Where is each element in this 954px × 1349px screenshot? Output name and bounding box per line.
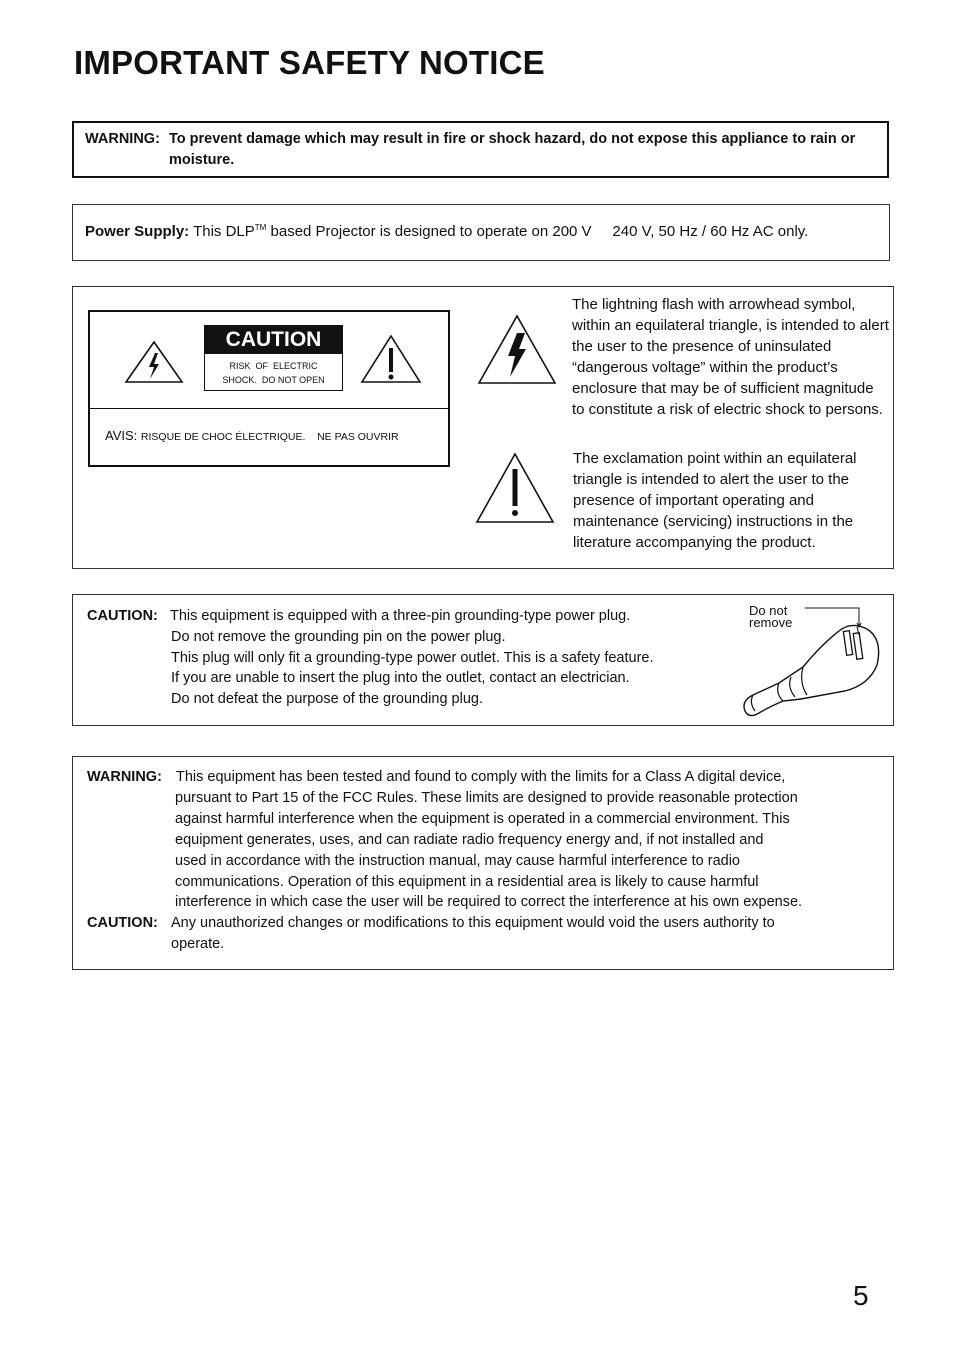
power-supply-text-post: based Projector is designed to operate on 200 V 240 V, 50 Hz / 60 Hz AC only. <box>270 223 809 240</box>
power-supply-line <box>85 223 808 240</box>
plug-caution-label: CAUTION: <box>87 608 158 624</box>
fcc-warning-label: WARNING: <box>87 769 162 785</box>
exclamation-triangle-icon <box>360 334 422 384</box>
page-number: 5 <box>853 1280 869 1311</box>
page-title: IMPORTANT SAFETY NOTICE <box>74 44 545 81</box>
warning-label: WARNING: <box>85 131 160 147</box>
fcc-caution-line-1: Any unauthorized changes or modifications to this equipment would void the users authority to <box>171 915 775 931</box>
plug-line-4: If you are unable to insert the plug into the outlet, contact an electrician. <box>171 670 630 686</box>
lightning-triangle-icon <box>124 340 184 384</box>
exclamation-symbol-icon <box>475 451 555 525</box>
fcc-warning-line-6: communications. Operation of this equipment in a residential area is likely to cause harmful <box>175 874 759 890</box>
caution-subtitle <box>205 359 342 387</box>
plug-line-1: This equipment is equipped with a three-pin grounding-type power plug. <box>170 608 631 624</box>
plug-label-line-2: remove <box>749 615 793 630</box>
plug-line-3: This plug will only fit a grounding-type power outlet. This is a safety feature. <box>171 650 654 666</box>
plug-line-2: Do not remove the grounding pin on the power plug. <box>171 629 506 645</box>
power-supply-box <box>72 204 890 261</box>
trademark: TM <box>254 223 267 232</box>
caution-sub-line-2: SHOCK. DO NOT OPEN <box>222 375 325 385</box>
power-supply-label: Power Supply: <box>85 223 190 240</box>
exclamation-description: The exclamation point within an equilateral triangle is intended to alert the user to the presence of important operating and maintenance (servicing) instructions in the literature accompanying the product. <box>573 450 857 551</box>
warning-text: To prevent damage which may result in fire or shock hazard, do not expose this appliance to rain or moisture. <box>169 131 856 168</box>
fcc-caution-line-2: operate. <box>171 936 225 952</box>
power-plug-icon <box>741 603 889 723</box>
warning-box <box>72 121 889 178</box>
card-divider <box>90 408 448 409</box>
fcc-warning-line-3: against harmful interference when the equipment is operated in a commercial environment. This <box>175 811 790 827</box>
caution-sub-line-1: RISK OF ELECTRIC <box>229 361 318 371</box>
plug-line-5: Do not defeat the purpose of the grounding plug. <box>171 691 483 707</box>
lightning-symbol-icon <box>477 313 557 385</box>
plug-caution-box <box>72 594 894 726</box>
fcc-warning-line-4: equipment generates, uses, and can radiate radio frequency energy and, if not installed and <box>175 832 764 848</box>
fcc-warning-line-2: pursuant to Part 15 of the FCC Rules. These limits are designed to provide reasonable protection <box>175 790 798 806</box>
caution-block <box>204 325 343 391</box>
avis-text: RISQUE DE CHOC ÉLECTRIQUE. NE PAS OUVRIR <box>140 431 399 443</box>
lightning-description: The lightning flash with arrowhead symbol, within an equilateral triangle, is intended to alert the user to the presence of uninsulated “dangerous voltage” within the product’s enclosure that may be of sufficient magnitude to constitute a risk of electric shock to persons. <box>572 296 889 418</box>
power-supply-text-pre: This DLP <box>193 223 255 240</box>
fcc-warning-line-5: used in accordance with the instruction manual, may cause harmful interference to radio <box>175 853 740 869</box>
plug-label-line-1: Do not <box>749 603 788 618</box>
fcc-caution-label: CAUTION: <box>87 915 158 931</box>
caution-label-card <box>88 310 450 467</box>
avis-label: AVIS: <box>105 428 138 443</box>
fcc-warning-line-1: This equipment has been tested and found to comply with the limits for a Class A digital device, <box>176 769 786 785</box>
fcc-box <box>72 756 894 970</box>
avis-line <box>105 428 399 443</box>
caution-title: CAUTION <box>205 326 342 354</box>
fcc-warning-line-7: interference in which case the user will be required to correct the interference at his own expense. <box>175 894 803 910</box>
symbols-box <box>72 286 894 569</box>
